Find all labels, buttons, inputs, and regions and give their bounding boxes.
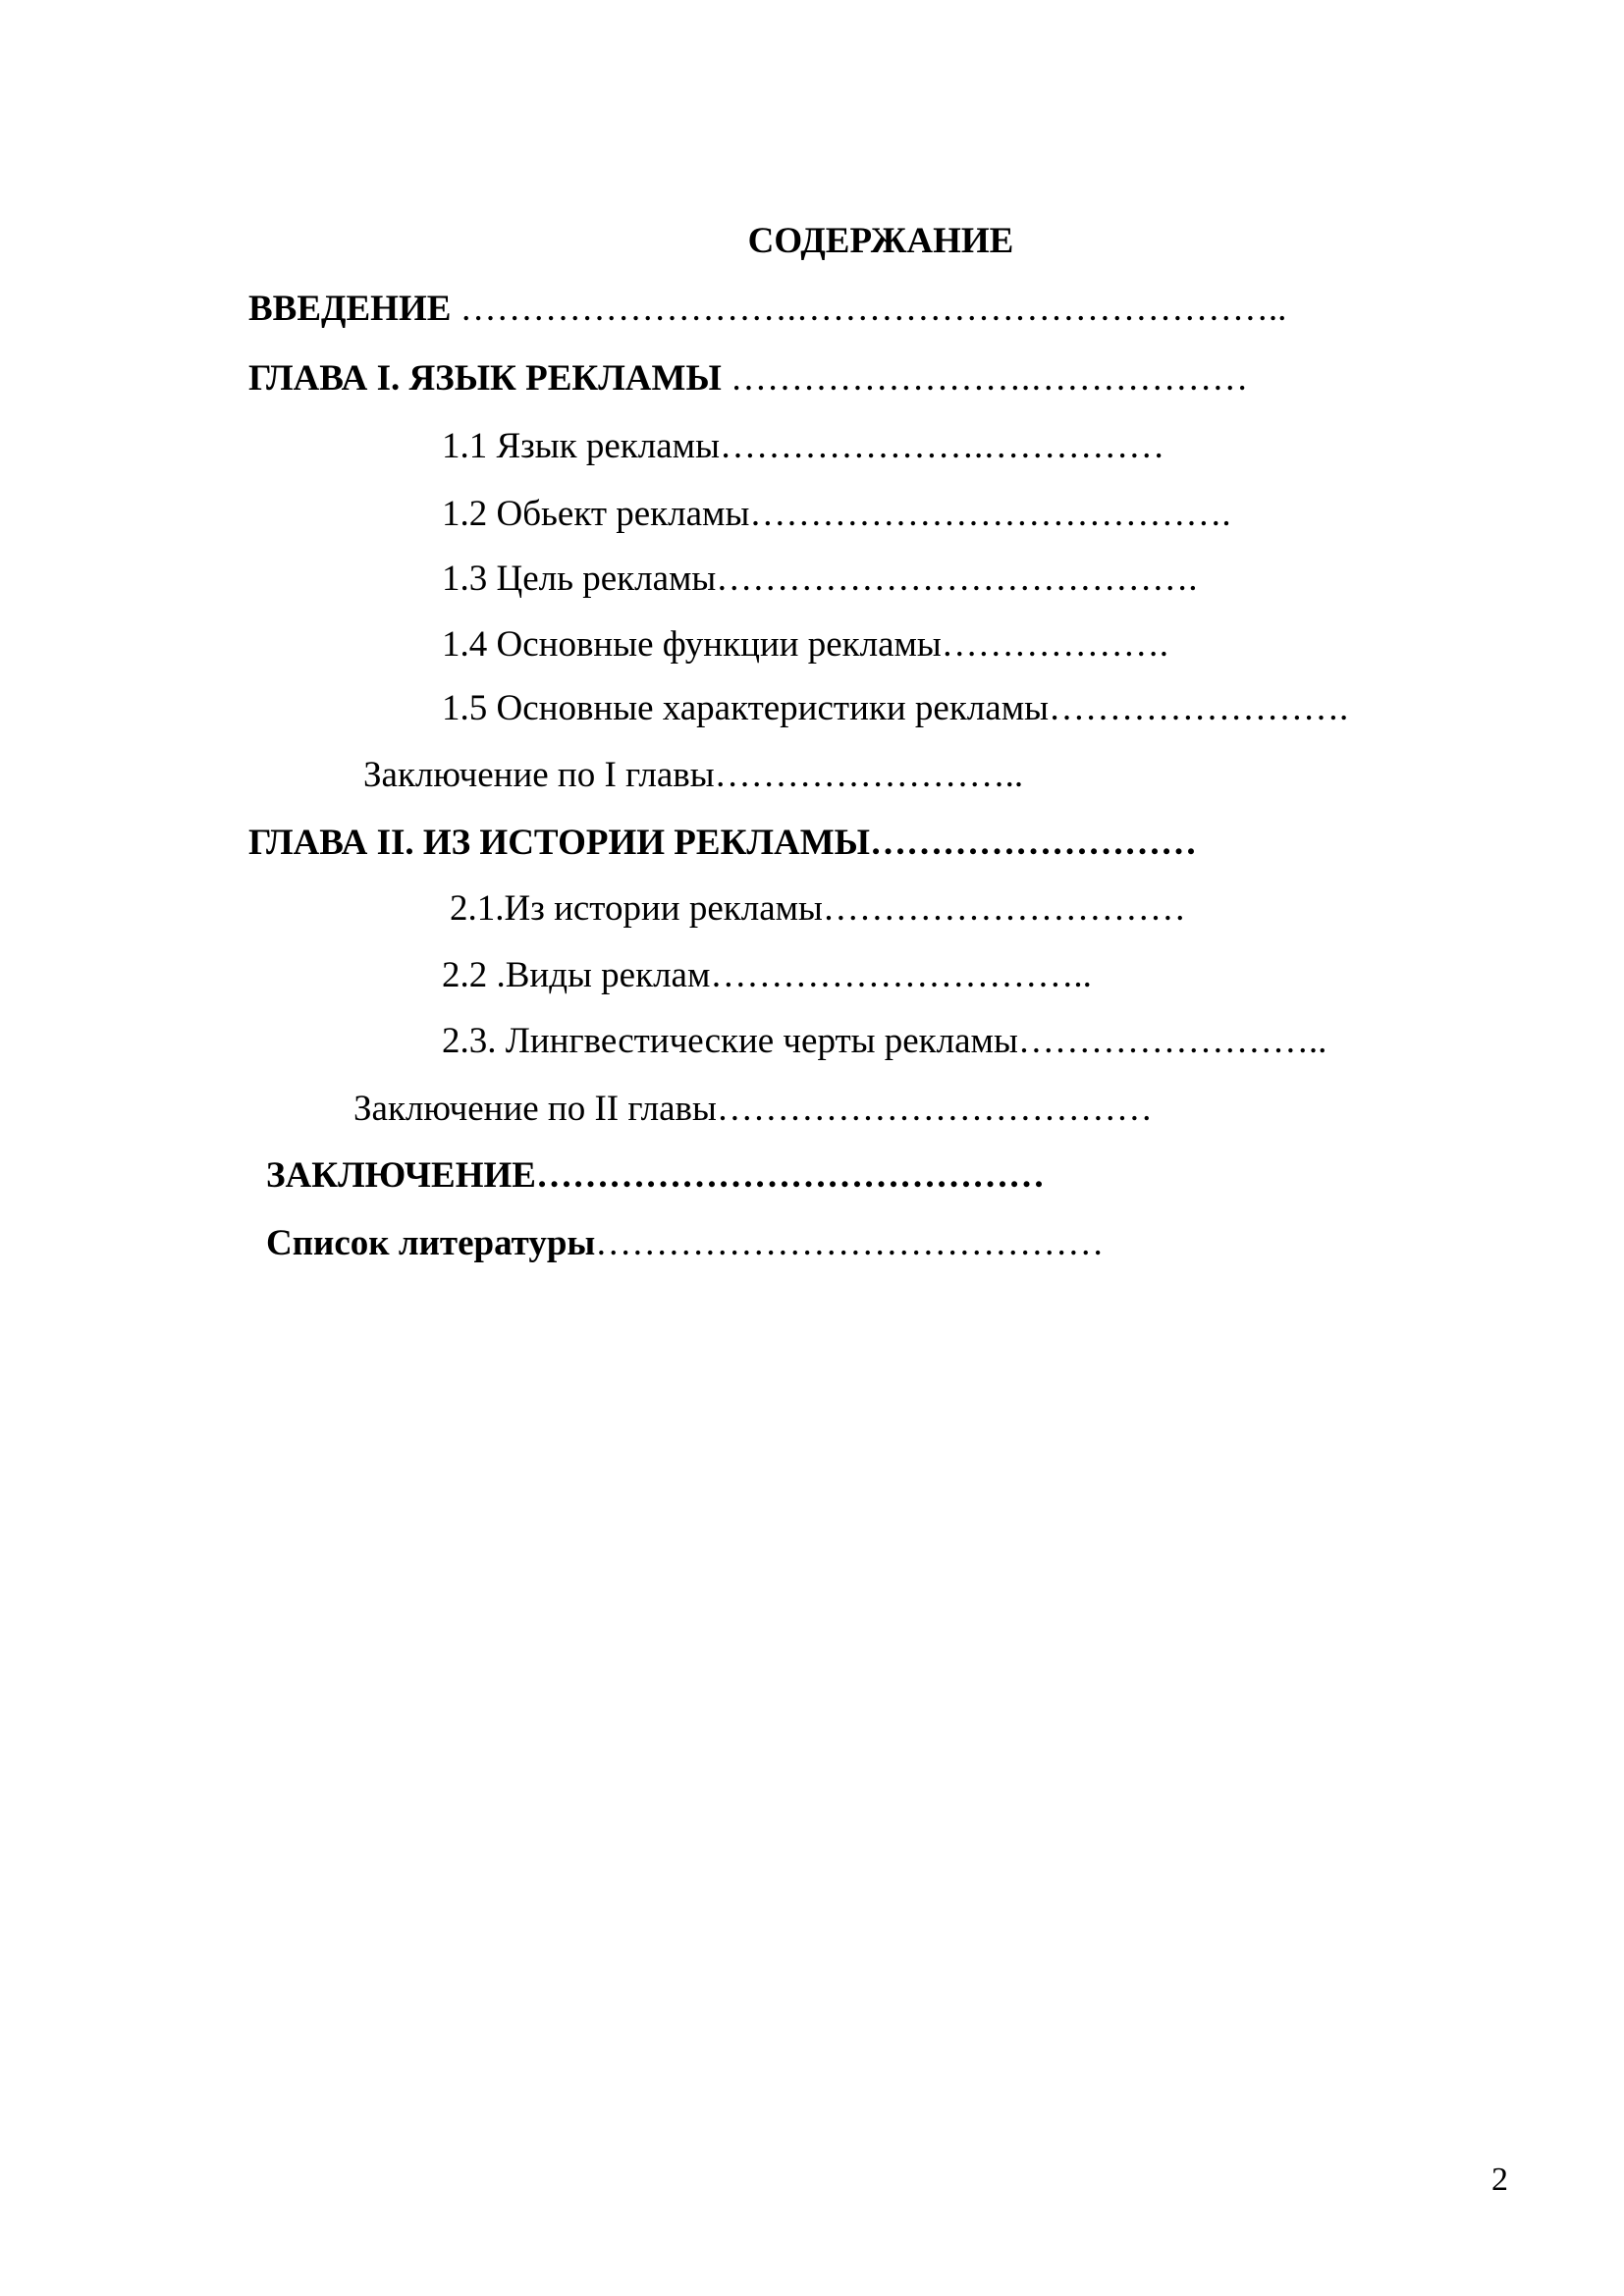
- toc-entry-leader: …………………………..: [710, 955, 1092, 995]
- toc-entry-label: ГЛАВА I. ЯЗЫК РЕКЛАМЫ: [248, 358, 731, 399]
- toc-entry-leader: ……………………….…………………………………..: [460, 289, 1287, 329]
- toc-entry-leader: …………………………: [822, 888, 1186, 929]
- document-title: СОДЕРЖАНИЕ: [747, 221, 1014, 261]
- toc-entry-label: 1.1 Язык рекламы: [442, 426, 720, 466]
- page-number: 2: [1491, 2162, 1508, 2198]
- toc-entry-1-2: [442, 493, 1231, 536]
- toc-entry-label: Список литературы: [266, 1223, 596, 1263]
- toc-entry-1-4: [442, 623, 1168, 667]
- toc-entry-1-5: [442, 687, 1348, 730]
- toc-entry-leader: …………………….: [1048, 688, 1349, 728]
- toc-entry-label: ГЛАВА II. ИЗ ИСТОРИИ РЕКЛАМЫ: [248, 823, 870, 863]
- toc-entry-leader: ………………………………….: [716, 559, 1198, 599]
- toc-entry-label: 2.1.Из истории рекламы: [450, 888, 823, 929]
- toc-entry-chapter-2-conclusion: [353, 1088, 1153, 1131]
- toc-entry-chapter-1-conclusion: [363, 754, 1023, 797]
- toc-entry-2-3: [442, 1020, 1326, 1063]
- toc-entry-leader: ……………………..: [714, 755, 1024, 795]
- toc-entry-label: 1.4 Основные функции рекламы: [442, 624, 942, 665]
- toc-entry-leader: ………………………………: [716, 1089, 1153, 1129]
- toc-entry-leader: ……………….: [941, 624, 1169, 665]
- toc-entry-leader: ………………….……………: [719, 426, 1165, 466]
- toc-entry-leader: …………………….………………: [731, 358, 1249, 399]
- toc-entry-label: 2.3. Лингвестические черты рекламы: [442, 1021, 1018, 1061]
- toc-entry-chapter-1: [248, 357, 1248, 400]
- toc-entry-label: 2.2 .Виды реклам: [442, 955, 711, 995]
- toc-entry-label: Заключение по II главы: [353, 1089, 717, 1129]
- toc-entry-label: 1.5 Основные характеристики рекламы: [442, 688, 1049, 728]
- toc-entry-label: ЗАКЛЮЧЕНИЕ: [266, 1155, 536, 1196]
- toc-entry-1-3: [442, 558, 1198, 601]
- toc-entry-leader: ……………………..: [1017, 1021, 1327, 1061]
- toc-entry-conclusion: [266, 1154, 1045, 1198]
- toc-entry-leader: ……………………………………: [535, 1155, 1045, 1196]
- toc-entry-label: Заключение по I главы: [363, 755, 715, 795]
- toc-entry-chapter-2: [248, 822, 1197, 865]
- toc-entry-2-1: [450, 887, 1186, 931]
- toc-entry-leader: ……………………………………: [595, 1223, 1105, 1263]
- toc-entry-2-2: [442, 954, 1092, 997]
- toc-entry-label: 1.3 Цель рекламы: [442, 559, 717, 599]
- toc-entry-1-1: [442, 425, 1164, 468]
- toc-entry-bibliography: [266, 1222, 1104, 1265]
- toc-entry-label: 1.2 Обьект рекламы: [442, 494, 750, 534]
- toc-entry-leader: ………………………………….: [749, 494, 1231, 534]
- toc-entry-label: ВВЕДЕНИЕ: [248, 289, 460, 329]
- toc-entry-leader: ………………………: [869, 823, 1197, 863]
- toc-entry-introduction: [248, 288, 1286, 331]
